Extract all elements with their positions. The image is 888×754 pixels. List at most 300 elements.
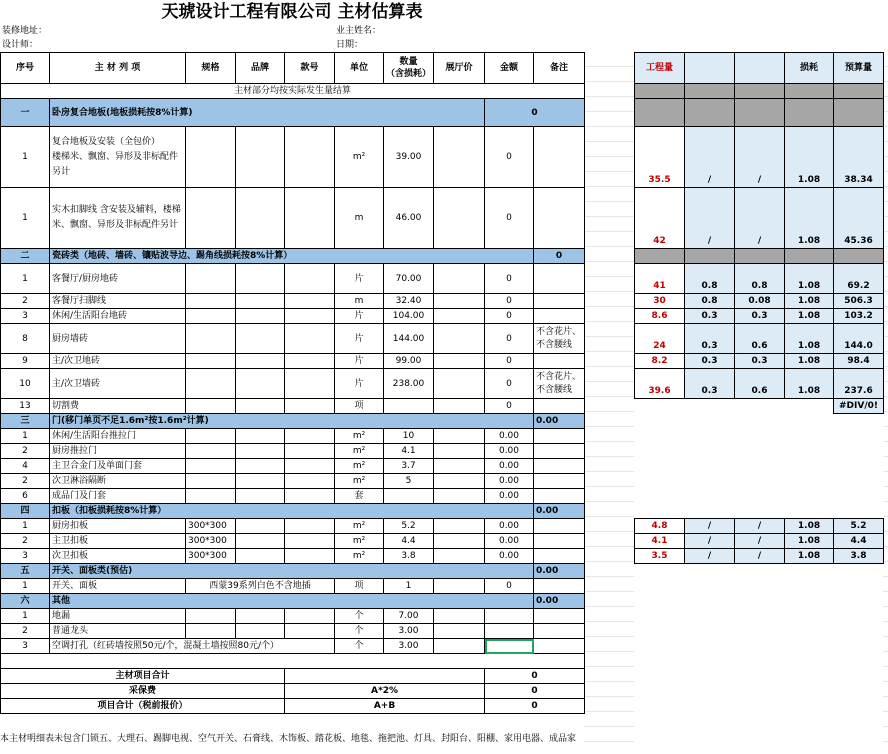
row-num[interactable]: 1 (1, 188, 50, 249)
row-note[interactable] (534, 127, 585, 188)
row-qty[interactable]: 3.00 (384, 639, 434, 654)
row-price[interactable] (434, 549, 485, 564)
row-price[interactable] (434, 474, 485, 489)
row-num[interactable]: 1 (1, 519, 50, 534)
row-num[interactable]: 13 (1, 399, 50, 414)
row-item[interactable]: 普通龙头 (50, 624, 186, 639)
row-model[interactable] (285, 444, 335, 459)
total-value[interactable]: 0 (485, 669, 585, 684)
side-cell[interactable]: 0.3 (685, 369, 735, 399)
row-qty[interactable]: 104.00 (384, 309, 434, 324)
row-price[interactable] (434, 369, 485, 399)
row-item[interactable]: 厨房扣板 (50, 519, 186, 534)
row-price[interactable] (434, 324, 485, 354)
row-qty[interactable]: 46.00 (384, 188, 434, 249)
row-brand[interactable] (236, 354, 285, 369)
row-qty[interactable]: 3.8 (384, 549, 434, 564)
side-cell[interactable]: / (685, 519, 735, 534)
side-cell[interactable]: 39.6 (635, 369, 685, 399)
row-brand[interactable] (236, 624, 285, 639)
side-cell[interactable]: 4.4 (834, 534, 884, 549)
side-cell[interactable] (685, 249, 735, 264)
header-cell[interactable]: 序号 (1, 53, 50, 84)
side-cell[interactable]: 0.8 (685, 294, 735, 309)
side-cell[interactable] (635, 84, 685, 99)
row-note[interactable] (534, 399, 585, 414)
row-price[interactable] (434, 609, 485, 624)
row-qty[interactable]: 5 (384, 474, 434, 489)
row-note[interactable]: 不含花片、 不含腰线 (534, 324, 585, 354)
row-note[interactable] (534, 579, 585, 594)
row-num[interactable]: 4 (1, 459, 50, 474)
row-qty[interactable]: 39.00 (384, 127, 434, 188)
section-title[interactable]: 其他 (50, 594, 534, 609)
row-brand[interactable] (236, 188, 285, 249)
row-spec[interactable] (186, 354, 236, 369)
row-amount[interactable]: 0.00 (485, 429, 534, 444)
row-qty[interactable]: 144.00 (384, 324, 434, 354)
row-unit[interactable]: 项 (335, 579, 384, 594)
side-cell[interactable]: 1.08 (785, 264, 834, 294)
side-header-cell[interactable]: 损耗 (785, 53, 834, 84)
row-brand[interactable] (236, 534, 285, 549)
row-unit[interactable]: 片 (335, 354, 384, 369)
row-amount[interactable]: 0 (485, 399, 534, 414)
empty-row[interactable] (1, 654, 585, 669)
row-num[interactable]: 3 (1, 309, 50, 324)
row-unit[interactable]: m (335, 188, 384, 249)
header-cell[interactable]: 数量 （含损耗） (384, 53, 434, 84)
row-note[interactable] (534, 519, 585, 534)
row-num[interactable]: 2 (1, 624, 50, 639)
side-cell[interactable]: 1.08 (785, 309, 834, 324)
side-cell[interactable]: 69.2 (834, 264, 884, 294)
total-label[interactable]: 项目合计（税前报价） (1, 699, 285, 714)
side-cell[interactable]: 98.4 (834, 354, 884, 369)
header-cell[interactable]: 品牌 (236, 53, 285, 84)
section-total[interactable]: 0.00 (534, 414, 585, 429)
side-cell[interactable]: 0.6 (735, 324, 785, 354)
header-cell[interactable]: 规格 (186, 53, 236, 84)
row-spec[interactable] (186, 444, 236, 459)
row-price[interactable] (434, 264, 485, 294)
row-note[interactable] (534, 549, 585, 564)
row-qty[interactable]: 4.1 (384, 444, 434, 459)
side-cell[interactable]: 1.08 (785, 324, 834, 354)
row-qty[interactable]: 5.2 (384, 519, 434, 534)
row-unit[interactable]: m² (335, 474, 384, 489)
side-cell[interactable] (785, 84, 834, 99)
row-model[interactable] (285, 519, 335, 534)
row-model[interactable] (285, 354, 335, 369)
row-price[interactable] (434, 639, 485, 654)
side-cell[interactable]: 1.08 (785, 369, 834, 399)
header-cell[interactable]: 展厅价 (434, 53, 485, 84)
side-cell[interactable]: 1.08 (785, 549, 834, 564)
row-qty[interactable]: 7.00 (384, 609, 434, 624)
row-item[interactable]: 主/次卫地砖 (50, 354, 186, 369)
side-cell[interactable]: 45.36 (834, 188, 884, 249)
row-item[interactable]: 实木扣脚线 含安装及辅料，楼梯 米、飘窗、异形及非标配件另计 (50, 188, 186, 249)
row-brand[interactable] (236, 429, 285, 444)
section-title[interactable]: 开关、面板类(预估) (50, 564, 534, 579)
side-cell[interactable] (834, 84, 884, 99)
section-num[interactable]: 六 (1, 594, 50, 609)
total-value[interactable]: 0 (485, 699, 585, 714)
row-num[interactable]: 2 (1, 534, 50, 549)
row-num[interactable]: 2 (1, 444, 50, 459)
row-model[interactable] (285, 294, 335, 309)
side-cell[interactable]: 1.08 (785, 127, 834, 188)
row-spec[interactable]: 300*300 (186, 519, 236, 534)
row-model[interactable] (285, 534, 335, 549)
section-num[interactable]: 四 (1, 504, 50, 519)
row-note[interactable] (534, 624, 585, 639)
side-cell[interactable]: 0.8 (735, 264, 785, 294)
row-model[interactable] (285, 369, 335, 399)
row-model[interactable] (285, 609, 335, 624)
row-model[interactable] (285, 324, 335, 354)
row-unit[interactable]: 个 (335, 639, 384, 654)
row-spec[interactable] (186, 324, 236, 354)
row-brand[interactable] (236, 399, 285, 414)
side-cell[interactable]: 30 (635, 294, 685, 309)
side-cell[interactable]: / (735, 519, 785, 534)
row-spec[interactable] (186, 474, 236, 489)
row-amount[interactable]: 0 (485, 369, 534, 399)
row-model[interactable] (285, 459, 335, 474)
side-cell[interactable]: 0.8 (685, 264, 735, 294)
row-note[interactable] (534, 354, 585, 369)
row-model[interactable] (285, 429, 335, 444)
side-cell[interactable] (635, 399, 685, 414)
row-spec[interactable] (186, 294, 236, 309)
row-item[interactable]: 主卫扣板 (50, 534, 186, 549)
row-price[interactable] (434, 624, 485, 639)
row-note[interactable] (534, 534, 585, 549)
row-model[interactable] (285, 127, 335, 188)
selected-cell[interactable] (485, 639, 534, 654)
section-num[interactable]: 五 (1, 564, 50, 579)
row-spec[interactable] (186, 624, 236, 639)
side-cell[interactable]: / (735, 549, 785, 564)
side-cell[interactable]: / (735, 127, 785, 188)
row-qty[interactable] (384, 489, 434, 504)
row-model[interactable] (285, 188, 335, 249)
row-spec[interactable] (186, 399, 236, 414)
section-total[interactable]: 0 (485, 99, 585, 127)
side-cell[interactable]: 0.3 (735, 309, 785, 324)
row-price[interactable] (434, 429, 485, 444)
section-num[interactable]: 三 (1, 414, 50, 429)
side-cell[interactable]: / (735, 188, 785, 249)
row-price[interactable] (434, 294, 485, 309)
row-amount[interactable]: 0 (485, 127, 534, 188)
side-cell[interactable] (735, 249, 785, 264)
row-item[interactable]: 客餐厅/厨房地砖 (50, 264, 186, 294)
row-amount[interactable]: 0.00 (485, 444, 534, 459)
side-cell[interactable]: 1.08 (785, 534, 834, 549)
side-cell[interactable]: 144.0 (834, 324, 884, 354)
row-item[interactable]: 休闲/生活阳台推拉门 (50, 429, 186, 444)
row-num[interactable]: 1 (1, 579, 50, 594)
row-qty[interactable]: 32.40 (384, 294, 434, 309)
total-formula[interactable]: A*2% (285, 684, 485, 699)
row-amount[interactable] (485, 624, 534, 639)
row-item[interactable]: 复合地板及安装（全包价） 楼梯米、飘窗、异形及非标配件 另计 (50, 127, 186, 188)
header-cell[interactable]: 备注 (534, 53, 585, 84)
row-note[interactable] (534, 639, 585, 654)
side-cell[interactable] (735, 84, 785, 99)
side-cell[interactable] (685, 399, 735, 414)
row-item[interactable]: 主/次卫墙砖 (50, 369, 186, 399)
row-qty[interactable]: 3.7 (384, 459, 434, 474)
row-num[interactable]: 1 (1, 429, 50, 444)
row-price[interactable] (434, 354, 485, 369)
row-amount[interactable] (485, 609, 534, 624)
side-cell[interactable]: 1.08 (785, 188, 834, 249)
side-cell[interactable]: 4.1 (635, 534, 685, 549)
row-price[interactable] (434, 459, 485, 474)
side-cell[interactable]: 4.8 (635, 519, 685, 534)
row-model[interactable] (285, 399, 335, 414)
row-amount[interactable]: 0 (485, 324, 534, 354)
row-num[interactable]: 10 (1, 369, 50, 399)
side-cell[interactable]: 41 (635, 264, 685, 294)
row-note[interactable] (534, 444, 585, 459)
header-cell[interactable]: 金额 (485, 53, 534, 84)
row-item[interactable]: 主卫合金门及单面门套 (50, 459, 186, 474)
row-note[interactable] (534, 609, 585, 624)
row-item[interactable]: 切割费 (50, 399, 186, 414)
side-cell[interactable]: 237.6 (834, 369, 884, 399)
row-note[interactable]: 不含花片、 不含腰线 (534, 369, 585, 399)
row-amount[interactable]: 0 (485, 188, 534, 249)
row-spec[interactable] (186, 188, 236, 249)
total-value[interactable]: 0 (485, 684, 585, 699)
row-note[interactable] (534, 474, 585, 489)
header-cell[interactable]: 款号 (285, 53, 335, 84)
row-item[interactable]: 厨房墙砖 (50, 324, 186, 354)
row-spec[interactable] (186, 309, 236, 324)
section-title[interactable]: 卧房复合地板(地板损耗按8%计算) (50, 99, 485, 127)
row-brand[interactable] (236, 294, 285, 309)
row-spec[interactable] (186, 489, 236, 504)
row-note[interactable] (534, 489, 585, 504)
row-brand[interactable] (236, 324, 285, 354)
row-qty[interactable]: 10 (384, 429, 434, 444)
row-note[interactable] (534, 188, 585, 249)
row-unit[interactable]: m² (335, 429, 384, 444)
row-spec[interactable]: 西蒙39系列白色不含地插 (186, 579, 335, 594)
side-cell[interactable] (834, 99, 884, 127)
section-title[interactable]: 瓷砖类（地砖、墙砖、镶贴波导边、踢角线损耗按8%计算） (50, 249, 534, 264)
row-qty[interactable]: 238.00 (384, 369, 434, 399)
row-brand[interactable] (236, 444, 285, 459)
side-cell[interactable]: 42 (635, 188, 685, 249)
row-note[interactable] (534, 309, 585, 324)
row-price[interactable] (434, 444, 485, 459)
row-item[interactable]: 厨房推拉门 (50, 444, 186, 459)
row-unit[interactable]: 片 (335, 369, 384, 399)
side-cell[interactable] (735, 99, 785, 127)
side-cell[interactable] (735, 399, 785, 414)
side-cell[interactable]: / (735, 534, 785, 549)
row-note[interactable] (534, 459, 585, 474)
side-header-cell[interactable] (685, 53, 735, 84)
row-price[interactable] (434, 579, 485, 594)
row-price[interactable] (434, 534, 485, 549)
row-amount[interactable]: 0.00 (485, 519, 534, 534)
total-formula[interactable] (285, 669, 485, 684)
side-cell[interactable]: 35.5 (635, 127, 685, 188)
row-model[interactable] (285, 549, 335, 564)
total-label[interactable]: 采保费 (1, 684, 285, 699)
row-item[interactable]: 空调打孔（红砖墙按照50元/个，混凝土墙按照80元/个） (50, 639, 335, 654)
side-cell[interactable]: 24 (635, 324, 685, 354)
side-cell[interactable]: / (685, 534, 735, 549)
row-spec[interactable]: 300*300 (186, 534, 236, 549)
side-cell[interactable]: 0.6 (735, 369, 785, 399)
row-num[interactable]: 1 (1, 264, 50, 294)
row-qty[interactable] (384, 399, 434, 414)
row-num[interactable]: 2 (1, 294, 50, 309)
side-cell[interactable]: / (685, 127, 735, 188)
side-cell[interactable]: 0.3 (685, 354, 735, 369)
side-header-cell[interactable]: 预算量 (834, 53, 884, 84)
side-cell[interactable] (834, 249, 884, 264)
row-note[interactable] (534, 294, 585, 309)
row-brand[interactable] (236, 489, 285, 504)
row-unit[interactable]: 项 (335, 399, 384, 414)
row-model[interactable] (285, 624, 335, 639)
side-cell[interactable]: 8.6 (635, 309, 685, 324)
row-unit[interactable]: 片 (335, 264, 384, 294)
side-cell[interactable]: 103.2 (834, 309, 884, 324)
side-cell[interactable]: 1.08 (785, 294, 834, 309)
total-label[interactable]: 主材项目合计 (1, 669, 285, 684)
row-qty[interactable]: 70.00 (384, 264, 434, 294)
error-cell[interactable]: #DIV/0! (834, 399, 884, 414)
row-brand[interactable] (236, 309, 285, 324)
row-item[interactable]: 次卫扣板 (50, 549, 186, 564)
side-header-cell[interactable]: 工程量 (635, 53, 685, 84)
row-num[interactable]: 3 (1, 639, 50, 654)
side-header-cell[interactable] (735, 53, 785, 84)
row-price[interactable] (434, 188, 485, 249)
section-total[interactable]: 0.00 (534, 504, 585, 519)
row-item[interactable]: 地漏 (50, 609, 186, 624)
side-cell[interactable] (685, 84, 735, 99)
side-cell[interactable] (635, 99, 685, 127)
section-num[interactable]: 一 (1, 99, 50, 127)
row-model[interactable] (285, 474, 335, 489)
section-total[interactable]: 0.00 (534, 594, 585, 609)
row-num[interactable]: 1 (1, 127, 50, 188)
total-formula[interactable]: A+B (285, 699, 485, 714)
row-spec[interactable] (186, 264, 236, 294)
section-title[interactable]: 门(移门单页不足1.6m²按1.6m²计算) (50, 414, 534, 429)
row-unit[interactable]: m² (335, 549, 384, 564)
side-cell[interactable]: 5.2 (834, 519, 884, 534)
side-cell[interactable] (785, 249, 834, 264)
row-amount[interactable]: 0.00 (485, 549, 534, 564)
row-brand[interactable] (236, 459, 285, 474)
row-amount[interactable]: 0 (485, 579, 534, 594)
side-cell[interactable] (635, 249, 685, 264)
row-unit[interactable]: m² (335, 459, 384, 474)
row-brand[interactable] (236, 549, 285, 564)
row-brand[interactable] (236, 127, 285, 188)
row-num[interactable]: 9 (1, 354, 50, 369)
row-num[interactable]: 1 (1, 609, 50, 624)
row-amount[interactable]: 0.00 (485, 489, 534, 504)
row-spec[interactable] (186, 459, 236, 474)
row-num[interactable]: 8 (1, 324, 50, 354)
row-unit[interactable]: m² (335, 127, 384, 188)
row-num[interactable]: 2 (1, 474, 50, 489)
row-amount[interactable]: 0.00 (485, 474, 534, 489)
side-cell[interactable]: 0.3 (685, 309, 735, 324)
row-model[interactable] (285, 309, 335, 324)
side-cell[interactable]: 3.8 (834, 549, 884, 564)
row-brand[interactable] (236, 264, 285, 294)
row-item[interactable]: 客餐厅扫脚线 (50, 294, 186, 309)
row-unit[interactable]: m² (335, 534, 384, 549)
row-qty[interactable]: 3.00 (384, 624, 434, 639)
row-brand[interactable] (236, 474, 285, 489)
side-cell[interactable]: 506.3 (834, 294, 884, 309)
row-unit[interactable]: 个 (335, 624, 384, 639)
row-price[interactable] (434, 489, 485, 504)
row-model[interactable] (285, 489, 335, 504)
row-unit[interactable]: 片 (335, 309, 384, 324)
side-cell[interactable]: 0.08 (735, 294, 785, 309)
side-cell[interactable]: 0.3 (685, 324, 735, 354)
row-amount[interactable]: 0.00 (485, 534, 534, 549)
row-amount[interactable]: 0 (485, 354, 534, 369)
row-spec[interactable] (186, 429, 236, 444)
row-num[interactable]: 6 (1, 489, 50, 504)
row-item[interactable]: 次卫淋浴隔断 (50, 474, 186, 489)
row-spec[interactable]: 300*300 (186, 549, 236, 564)
row-model[interactable] (285, 264, 335, 294)
side-cell[interactable]: / (685, 549, 735, 564)
row-price[interactable] (434, 519, 485, 534)
section-num[interactable]: 二 (1, 249, 50, 264)
row-spec[interactable] (186, 127, 236, 188)
row-item[interactable]: 休闲/生活阳台地砖 (50, 309, 186, 324)
row-item[interactable]: 开关、面板 (50, 579, 186, 594)
section-total[interactable]: 0.00 (534, 564, 585, 579)
header-cell[interactable]: 主 材 列 项 (50, 53, 186, 84)
section-title[interactable]: 扣板（扣板损耗按8%计算） (50, 504, 534, 519)
side-cell[interactable]: 0.3 (735, 354, 785, 369)
row-unit[interactable]: m (335, 294, 384, 309)
row-unit[interactable]: 套 (335, 489, 384, 504)
row-num[interactable]: 3 (1, 549, 50, 564)
row-qty[interactable]: 99.00 (384, 354, 434, 369)
row-item[interactable]: 成品门及门套 (50, 489, 186, 504)
row-amount[interactable]: 0.00 (485, 459, 534, 474)
side-cell[interactable] (685, 99, 735, 127)
header-cell[interactable]: 单位 (335, 53, 384, 84)
row-unit[interactable]: 片 (335, 324, 384, 354)
row-qty[interactable]: 1 (384, 579, 434, 594)
row-spec[interactable] (186, 369, 236, 399)
row-brand[interactable] (236, 369, 285, 399)
row-price[interactable] (434, 127, 485, 188)
